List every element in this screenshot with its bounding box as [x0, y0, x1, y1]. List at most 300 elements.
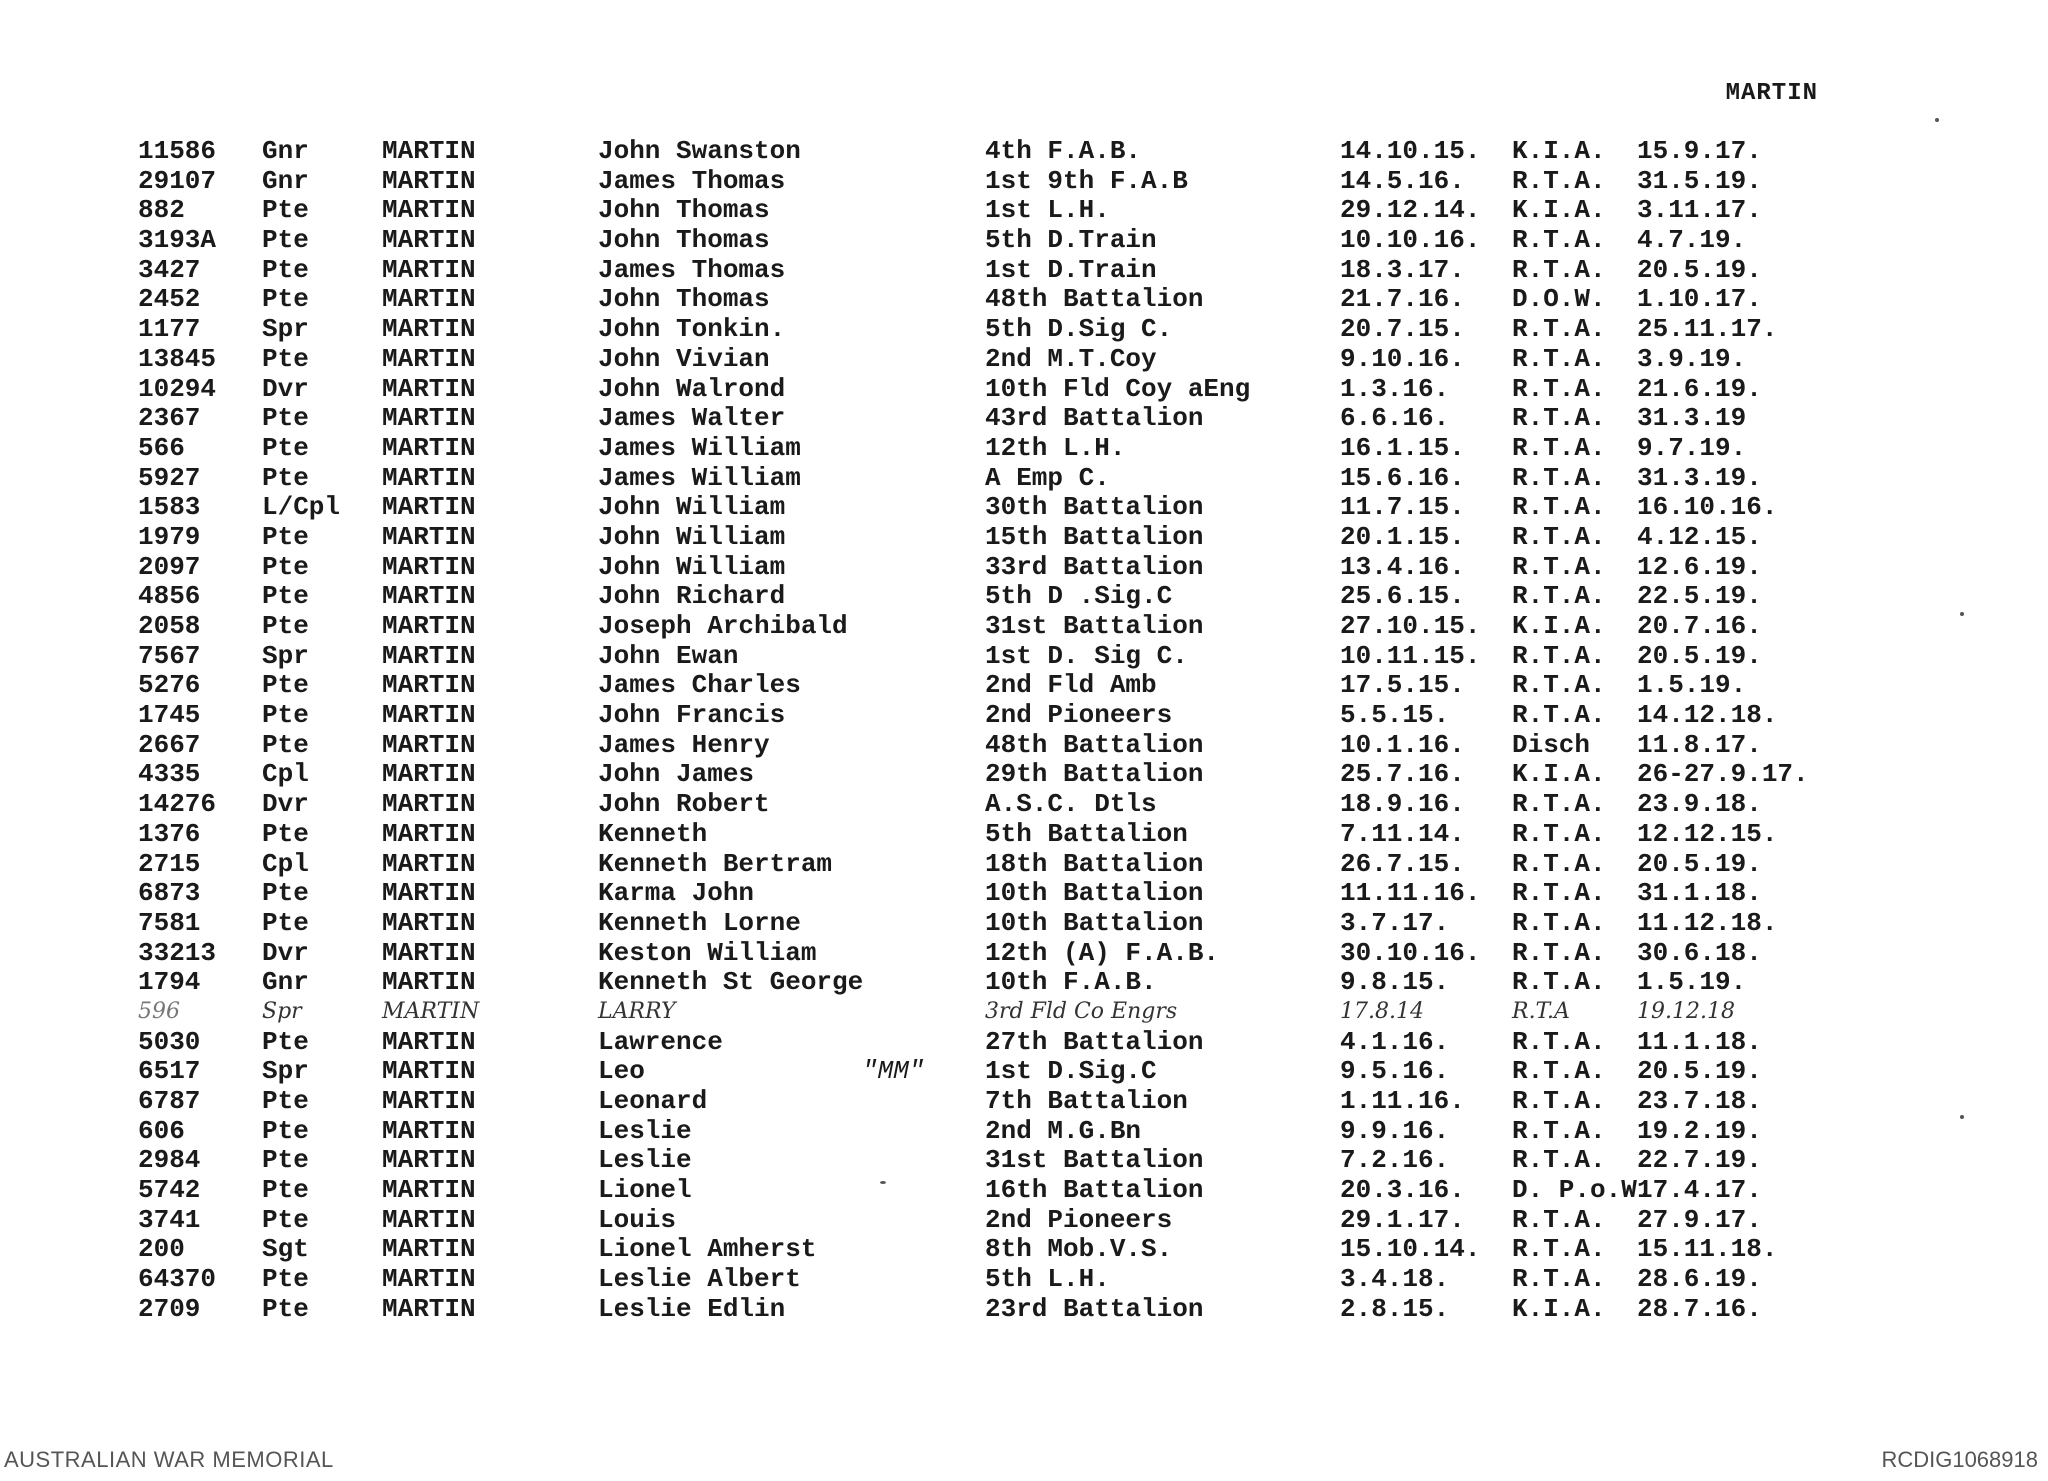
surname: MARTIN	[382, 551, 476, 582]
fate: R.T.A.	[1512, 343, 1606, 374]
enlistment-date: 2.8.15.	[1340, 1293, 1450, 1324]
service-number: 6517	[138, 1056, 201, 1087]
rank: Spr	[262, 314, 309, 345]
unit: 18th Battalion	[985, 848, 1204, 879]
service-number: 3741	[138, 1204, 201, 1235]
given-names: John Ewan	[598, 640, 739, 671]
enlistment-date: 3.7.17.	[1340, 907, 1450, 938]
fate-date: 3.11.17.	[1637, 195, 1762, 226]
given-names: Leslie Edlin	[598, 1293, 786, 1324]
given-names: Keston William	[598, 937, 817, 968]
fate: D.O.W.	[1512, 284, 1606, 315]
surname: MARTIN	[382, 284, 476, 315]
unit: 3rd Fld Co Engrs	[985, 998, 1178, 1024]
given-names: Lionel Amherst	[598, 1234, 817, 1265]
roll-entry	[0, 522, 2048, 552]
enlistment-date: 21.7.16.	[1340, 284, 1465, 315]
fate-date: 1.5.19.	[1637, 967, 1747, 998]
fate-date: 1.5.19.	[1637, 670, 1747, 701]
enlistment-date: 1.11.16.	[1340, 1086, 1465, 1116]
unit: 15th Battalion	[985, 521, 1204, 552]
unit: 1st 9th F.A.B	[985, 165, 1188, 196]
enlistment-date: 4.1.16.	[1340, 1026, 1450, 1057]
service-number: 7567	[138, 640, 201, 671]
service-number: 5742	[138, 1175, 201, 1206]
fate: R.T.A.	[1512, 937, 1606, 968]
enlistment-date: 15.10.14.	[1340, 1234, 1481, 1265]
service-number: 29107	[138, 165, 217, 196]
enlistment-date: 18.9.16.	[1340, 789, 1465, 820]
rank: Pte	[262, 462, 309, 493]
fate: R.T.A.	[1512, 225, 1606, 256]
rank: Gnr	[262, 165, 309, 196]
roll-entry	[0, 314, 2048, 344]
fate-date: 20.7.16.	[1637, 611, 1762, 641]
given-names: John Vivian	[598, 343, 770, 374]
service-number: 200	[138, 1234, 185, 1265]
roll-entry	[0, 878, 2048, 908]
fate: R.T.A.	[1512, 462, 1606, 493]
fate: R.T.A.	[1512, 967, 1606, 998]
roll-entry	[0, 255, 2048, 285]
roll-entry	[0, 403, 2048, 433]
surname: MARTIN	[382, 818, 476, 849]
fate: R.T.A.	[1512, 1264, 1606, 1295]
roll-entry	[0, 967, 2048, 997]
given-names: Leslie Albert	[598, 1264, 801, 1295]
given-names: John Swanston	[598, 136, 801, 166]
enlistment-date: 9.8.15.	[1340, 967, 1450, 998]
roll-entry	[0, 344, 2048, 374]
surname: MARTIN	[382, 136, 476, 166]
service-number: 606	[138, 1115, 185, 1146]
roll-entry	[0, 908, 2048, 938]
fate-date: 19.12.18	[1637, 998, 1735, 1024]
surname: MARTIN	[382, 907, 476, 938]
page-header: MARTIN	[1725, 80, 1818, 107]
rank: Pte	[262, 225, 309, 256]
enlistment-date: 7.11.14.	[1340, 818, 1465, 849]
fate-date: 4.12.15.	[1637, 521, 1762, 552]
rank: Pte	[262, 1115, 309, 1146]
enlistment-date: 29.12.14.	[1340, 195, 1481, 226]
enlistment-date: 9.5.16.	[1340, 1056, 1450, 1087]
rank: Dvr	[262, 373, 309, 404]
unit: 5th D .Sig.C	[985, 581, 1173, 612]
roll-entry	[0, 1056, 2048, 1086]
service-number: 6873	[138, 878, 201, 909]
fate-date: 15.11.18.	[1637, 1234, 1778, 1265]
fate-date: 1.10.17.	[1637, 284, 1762, 315]
roll-entry	[0, 641, 2048, 671]
fate-date: 31.1.18.	[1637, 878, 1762, 909]
surname: MARTIN	[382, 878, 476, 909]
fate: R.T.A.	[1512, 551, 1606, 582]
unit: 12th (A) F.A.B.	[985, 937, 1220, 968]
fate-date: 20.5.19.	[1637, 640, 1762, 671]
unit: 10th F.A.B.	[985, 967, 1157, 998]
given-names: John Tonkin.	[598, 314, 786, 345]
service-number: 64370	[138, 1264, 217, 1295]
given-names: John William	[598, 551, 786, 582]
enlistment-date: 26.7.15.	[1340, 848, 1465, 879]
roll-entry	[0, 819, 2048, 849]
surname: MARTIN	[382, 225, 476, 256]
rank: Spr	[262, 1056, 309, 1087]
roll-entry	[0, 1205, 2048, 1235]
fate: R.T.A.	[1512, 581, 1606, 612]
unit: 2nd M.T.Coy	[985, 343, 1157, 374]
fate-date: 12.6.19.	[1637, 551, 1762, 582]
rank: Pte	[262, 818, 309, 849]
enlistment-date: 17.5.15.	[1340, 670, 1465, 701]
given-names: John Thomas	[598, 225, 770, 256]
roll-entry	[0, 463, 2048, 493]
fate: D. P.o.W.	[1512, 1175, 1653, 1206]
enlistment-date: 20.3.16.	[1340, 1175, 1465, 1206]
fate: K.I.A.	[1512, 1293, 1606, 1324]
enlistment-date: 25.7.16.	[1340, 759, 1465, 790]
unit: 1st L.H.	[985, 195, 1110, 226]
unit: 10th Battalion	[985, 907, 1204, 938]
surname: MARTIN	[382, 521, 476, 552]
fate-date: 28.7.16.	[1637, 1293, 1762, 1324]
service-number: 2058	[138, 611, 201, 641]
rank: Sgt	[262, 1234, 309, 1265]
service-number: 1794	[138, 967, 201, 998]
roll-entry	[0, 136, 2048, 166]
roll-entry	[0, 1264, 2048, 1294]
enlistment-date: 6.6.16.	[1340, 403, 1450, 434]
given-names: Kenneth St George	[598, 967, 864, 998]
fate: R.T.A.	[1512, 165, 1606, 196]
unit: 1st D.Train	[985, 254, 1157, 285]
service-number: 13845	[138, 343, 217, 374]
unit: 43rd Battalion	[985, 403, 1204, 434]
fate: R.T.A.	[1512, 492, 1606, 523]
rank: Pte	[262, 878, 309, 909]
given-names: Leslie	[598, 1145, 692, 1176]
given-names: Leslie	[598, 1115, 692, 1146]
unit: 33rd Battalion	[985, 551, 1204, 582]
rank: Pte	[262, 1264, 309, 1295]
enlistment-date: 10.11.15.	[1340, 640, 1481, 671]
unit: 4th F.A.B.	[985, 136, 1142, 166]
rank: Pte	[262, 1086, 309, 1116]
unit: A Emp C.	[985, 462, 1110, 493]
scan-speck	[1935, 118, 1939, 122]
service-number: 2667	[138, 729, 201, 760]
rank: Gnr	[262, 967, 309, 998]
fate: R.T.A.	[1512, 818, 1606, 849]
enlistment-date: 29.1.17.	[1340, 1204, 1465, 1235]
enlistment-date: 17.8.14	[1340, 998, 1424, 1024]
service-number: 2709	[138, 1293, 201, 1324]
fate-date: 4.7.19.	[1637, 225, 1747, 256]
surname: MARTIN	[382, 848, 476, 879]
fate-date: 22.7.19.	[1637, 1145, 1762, 1176]
service-number: 3193A	[138, 225, 217, 256]
fate-date: 11.12.18.	[1637, 907, 1778, 938]
fate: R.T.A.	[1512, 314, 1606, 345]
service-number: 2715	[138, 848, 201, 879]
roll-entry	[0, 166, 2048, 196]
fate: R.T.A.	[1512, 521, 1606, 552]
rank: Gnr	[262, 136, 309, 166]
fate-date: 20.5.19.	[1637, 1056, 1762, 1087]
fate-date: 11.8.17.	[1637, 729, 1762, 760]
unit: A.S.C. Dtls	[985, 789, 1157, 820]
fate-date: 28.6.19.	[1637, 1264, 1762, 1295]
unit: 30th Battalion	[985, 492, 1204, 523]
given-names: James Thomas	[598, 254, 786, 285]
given-names: John James	[598, 759, 755, 790]
rank: L/Cpl	[262, 492, 341, 523]
surname: MARTIN	[382, 729, 476, 760]
service-number: 5927	[138, 462, 201, 493]
service-number: 7581	[138, 907, 201, 938]
surname: MARTIN	[382, 403, 476, 434]
roll-entry	[0, 700, 2048, 730]
enlistment-date: 9.9.16.	[1340, 1115, 1450, 1146]
given-names: Lawrence	[598, 1026, 723, 1057]
given-names: John Thomas	[598, 284, 770, 315]
rank: Pte	[262, 551, 309, 582]
fate-date: 19.2.19.	[1637, 1115, 1762, 1146]
given-names: Karma John	[598, 878, 755, 909]
service-number: 5030	[138, 1026, 201, 1057]
rank: Spr	[262, 998, 302, 1024]
rank: Pte	[262, 403, 309, 434]
roll-entry	[0, 759, 2048, 789]
fate: R.T.A.	[1512, 373, 1606, 404]
surname: MARTIN	[382, 1026, 476, 1057]
rank: Pte	[262, 611, 309, 641]
service-number: 1583	[138, 492, 201, 523]
fate: R.T.A.	[1512, 640, 1606, 671]
given-names: John Francis	[598, 700, 786, 731]
given-names: John Robert	[598, 789, 770, 820]
given-names: Joseph Archibald	[598, 611, 848, 641]
fate: K.I.A.	[1512, 136, 1606, 166]
surname: MARTIN	[382, 700, 476, 731]
unit: 8th Mob.V.S.	[985, 1234, 1173, 1265]
fate: K.I.A.	[1512, 611, 1606, 641]
unit: 5th Battalion	[985, 818, 1188, 849]
roll-entry	[0, 849, 2048, 879]
rank: Pte	[262, 700, 309, 731]
surname: MARTIN	[382, 314, 476, 345]
surname: MARTIN	[382, 195, 476, 226]
rank: Pte	[262, 1175, 309, 1206]
service-number: 2452	[138, 284, 201, 315]
enlistment-date: 11.11.16.	[1340, 878, 1481, 909]
surname: MARTIN	[382, 1145, 476, 1176]
surname: MARTIN	[382, 1234, 476, 1265]
service-number: 1376	[138, 818, 201, 849]
roll-entry	[0, 581, 2048, 611]
enlistment-date: 13.4.16.	[1340, 551, 1465, 582]
given-names: James Walter	[598, 403, 786, 434]
given-names: James Henry	[598, 729, 770, 760]
fate: R.T.A.	[1512, 670, 1606, 701]
fate-date: 31.3.19.	[1637, 462, 1762, 493]
surname: MARTIN	[382, 1056, 476, 1087]
given-names: John William	[598, 492, 786, 523]
unit: 2nd Pioneers	[985, 700, 1173, 731]
service-number: 11586	[138, 136, 217, 166]
fate-date: 16.10.16.	[1637, 492, 1778, 523]
surname: MARTIN	[382, 373, 476, 404]
enlistment-date: 18.3.17.	[1340, 254, 1465, 285]
surname: MARTIN	[382, 937, 476, 968]
fate-date: 20.5.19.	[1637, 848, 1762, 879]
surname: MARTIN	[382, 1086, 476, 1116]
given-names: Kenneth Bertram	[598, 848, 833, 879]
surname: MARTIN	[382, 343, 476, 374]
service-number: 5276	[138, 670, 201, 701]
unit: 2nd Fld Amb	[985, 670, 1157, 701]
unit: 5th L.H.	[985, 1264, 1110, 1295]
given-names: John Richard	[598, 581, 786, 612]
surname: MARTIN	[382, 789, 476, 820]
given-names: Kenneth	[598, 818, 708, 849]
rank: Cpl	[262, 848, 309, 879]
enlistment-date: 20.1.15.	[1340, 521, 1465, 552]
unit: 12th L.H.	[985, 432, 1126, 463]
fate: K.I.A.	[1512, 195, 1606, 226]
rank: Spr	[262, 640, 309, 671]
rank: Pte	[262, 1145, 309, 1176]
fate: R.T.A.	[1512, 1204, 1606, 1235]
enlistment-date: 3.4.18.	[1340, 1264, 1450, 1295]
roll-entry	[0, 1294, 2048, 1324]
surname: MARTIN	[382, 998, 480, 1024]
fate: R.T.A.	[1512, 432, 1606, 463]
unit: 10th Battalion	[985, 878, 1204, 909]
service-number: 2097	[138, 551, 201, 582]
enlistment-date: 16.1.15.	[1340, 432, 1465, 463]
scan-speck	[880, 1181, 886, 1184]
rank: Pte	[262, 1026, 309, 1057]
given-names: Leonard	[598, 1086, 708, 1116]
fate-date: 21.6.19.	[1637, 373, 1762, 404]
fate-date: 31.3.19	[1637, 403, 1747, 434]
enlistment-date: 5.5.15.	[1340, 700, 1450, 731]
service-number: 33213	[138, 937, 217, 968]
rank: Pte	[262, 907, 309, 938]
fate: R.T.A.	[1512, 907, 1606, 938]
rank: Pte	[262, 581, 309, 612]
surname: MARTIN	[382, 432, 476, 463]
service-number: 1177	[138, 314, 201, 345]
rank: Pte	[262, 254, 309, 285]
surname: MARTIN	[382, 1115, 476, 1146]
service-number: 6787	[138, 1086, 201, 1116]
rank: Pte	[262, 1293, 309, 1324]
unit: 48th Battalion	[985, 284, 1204, 315]
service-number: 882	[138, 195, 185, 226]
rank: Cpl	[262, 759, 309, 790]
rank: Pte	[262, 343, 309, 374]
service-number: 1979	[138, 521, 201, 552]
fate-date: 11.1.18.	[1637, 1026, 1762, 1057]
unit: 2nd M.G.Bn	[985, 1115, 1142, 1146]
given-names: James William	[598, 462, 801, 493]
enlistment-date: 30.10.16.	[1340, 937, 1481, 968]
roll-entry	[0, 1175, 2048, 1205]
fate-date: 30.6.18.	[1637, 937, 1762, 968]
surname: MARTIN	[382, 462, 476, 493]
fate: R.T.A.	[1512, 1234, 1606, 1265]
fate: R.T.A.	[1512, 403, 1606, 434]
fate: R.T.A.	[1512, 1115, 1606, 1146]
service-number: 3427	[138, 254, 201, 285]
fate-date: 17.4.17.	[1637, 1175, 1762, 1206]
rank: Pte	[262, 284, 309, 315]
roll-entry	[0, 789, 2048, 819]
service-number: 2984	[138, 1145, 201, 1176]
service-number: 1745	[138, 700, 201, 731]
rank: Pte	[262, 729, 309, 760]
fate: R.T.A.	[1512, 1086, 1606, 1116]
roll-entry	[0, 1116, 2048, 1146]
roll-entry	[0, 1145, 2048, 1175]
service-number: 2367	[138, 403, 201, 434]
given-names: Louis	[598, 1204, 677, 1235]
rank: Pte	[262, 432, 309, 463]
rank: Pte	[262, 195, 309, 226]
unit: 29th Battalion	[985, 759, 1204, 790]
scan-speck	[1960, 1115, 1964, 1119]
surname: MARTIN	[382, 1293, 476, 1324]
surname: MARTIN	[382, 1204, 476, 1235]
roll-entry	[0, 730, 2048, 760]
surname: MARTIN	[382, 492, 476, 523]
service-number: 14276	[138, 789, 217, 820]
fate-date: 31.5.19.	[1637, 165, 1762, 196]
roll-entry	[0, 670, 2048, 700]
unit: 5th D.Sig C.	[985, 314, 1173, 345]
fate-date: 9.7.19.	[1637, 432, 1747, 463]
archive-credit: AUSTRALIAN WAR MEMORIAL	[4, 1447, 334, 1472]
given-names: Lionel	[598, 1175, 692, 1206]
service-number: 566	[138, 432, 185, 463]
roll-entry	[0, 433, 2048, 463]
rank: Pte	[262, 670, 309, 701]
fate-date: 12.12.15.	[1637, 818, 1778, 849]
enlistment-date: 15.6.16.	[1340, 462, 1465, 493]
roll-entry	[0, 997, 2048, 1027]
given-names: James Thomas	[598, 165, 786, 196]
surname: MARTIN	[382, 1175, 476, 1206]
fate-date: 3.9.19.	[1637, 343, 1747, 374]
surname: MARTIN	[382, 254, 476, 285]
unit: 23rd Battalion	[985, 1293, 1204, 1324]
fate: R.T.A.	[1512, 1056, 1606, 1087]
service-number: 596	[138, 998, 180, 1024]
service-number: 4335	[138, 759, 201, 790]
enlistment-date: 20.7.15.	[1340, 314, 1465, 345]
unit: 48th Battalion	[985, 729, 1204, 760]
surname: MARTIN	[382, 967, 476, 998]
fate: R.T.A.	[1512, 789, 1606, 820]
unit: 1st D. Sig C.	[985, 640, 1188, 671]
roll-entry	[0, 492, 2048, 522]
fate: R.T.A.	[1512, 700, 1606, 731]
service-number: 10294	[138, 373, 217, 404]
surname: MARTIN	[382, 640, 476, 671]
